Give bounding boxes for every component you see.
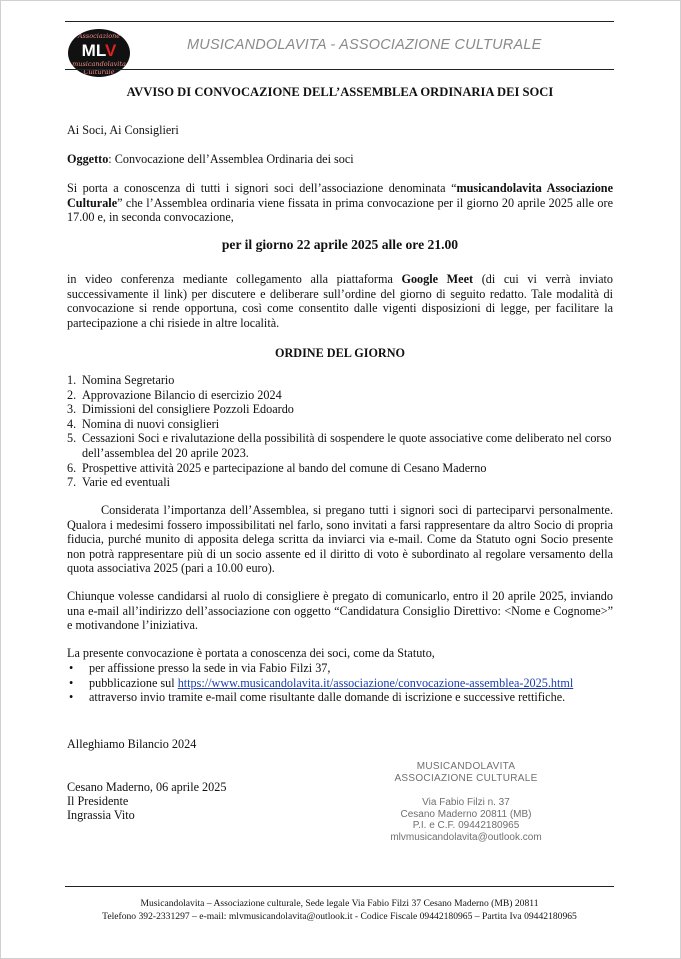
agenda-item: [67, 388, 613, 403]
convocation-link[interactable]: https://www.musicandolavita.it/associazione/convocazione-assemblea-2025.html: [177, 675, 574, 690]
agenda-item: [67, 475, 613, 490]
subject-line: [67, 152, 613, 167]
notice-text: pubblicazione sul: [89, 675, 178, 690]
association-name: musicandolavita Associazione Culturale: [67, 181, 613, 210]
agenda-text: Nomina di nuovi consiglieri: [82, 416, 220, 431]
notice-intro: La presente convocazione è portata a conoscenza dei soci, come da Statuto,: [67, 646, 435, 660]
stamp-spacer: [381, 784, 551, 797]
subject-text: : Convocazione dell’Assemblea Ordinaria dei soci: [108, 152, 354, 166]
signer-name: Ingrassia Vito: [67, 808, 135, 822]
video-text-2: (di cui vi verrà inviato successivamente il link) per discutere e deliberare sull’ordine del giorno di seguito redatto. Tale modalità di convocazione si rende opportuna, così come consentito dalle vigenti disposizioni di legge, per facilitare la partecipazione a chi risiede in altre località.: [67, 272, 613, 330]
agenda-item: [67, 402, 613, 417]
notice-text: per affissione presso la sede in via Fabio Filzi 37,: [89, 661, 331, 675]
logo-mark-l: L: [95, 41, 105, 60]
header-bottom-rule: [65, 69, 614, 70]
header-top-rule: [65, 21, 614, 22]
intro-paragraph: [67, 181, 613, 225]
bullet-icon: •: [69, 675, 74, 690]
agenda-number: 4.: [67, 416, 77, 431]
agenda-number: 5.: [67, 431, 77, 446]
bullet-icon: •: [69, 690, 74, 705]
stamp-line-type: ASSOCIAZIONE CULTURALE: [394, 772, 538, 784]
agenda-text: Nomina Segretario: [82, 373, 175, 387]
stamp-line-address: Via Fabio Filzi n. 37: [422, 797, 510, 808]
notice-text: attraverso invio tramite e-mail come risultante dalle domande di iscrizione e successive rettifiche.: [89, 690, 566, 705]
header-title: MUSICANDOLAVITA - ASSOCIAZIONE CULTURALE: [187, 37, 542, 53]
footer-rule: [65, 886, 614, 887]
footer-line-2: Telefono 392-2331297 – e-mail: mlvmusicandolavita@outlook.it - Codice Fiscale 09442180965 – Partita Iva 09442180965: [102, 911, 577, 922]
participation-paragraph: Considerata l’importanza dell’Assemblea, si pregano tutti i signori soci di parteciparvi personalmente. Qualora i medesimi fossero impossibilitati nel farlo, sono invitati a farsi rappresentare da altro Socio di propria fiducia, purché munito di apposita delega scritta da inviarci via e-mail. Come da Statuto ogni Socio presente non potrà rappresentare più di un socio assente ed il diritto di voto è subordinato al regolare versamento della quota associativa 2025 (pari a 10.00 euro).: [67, 503, 613, 576]
agenda-number: 6.: [67, 460, 77, 475]
document-title: AVVISO DI CONVOCAZIONE DELL’ASSEMBLEA ORDINARIA DEI SOCI: [126, 85, 554, 99]
agenda-text: Varie ed eventuali: [82, 475, 170, 490]
logo-mark: [68, 41, 130, 61]
attachment-note: Alleghiamo Bilancio 2024: [67, 737, 197, 751]
footer-line-1: Musicandolavita – Associazione culturale, Sede legale Via Fabio Filzi 37 Cesano Maderno (MB) 20811: [140, 898, 539, 909]
video-paragraph: [67, 272, 613, 330]
logo-script-bottom: Culturale: [83, 68, 115, 76]
agenda-title: ORDINE DEL GIORNO: [274, 346, 406, 360]
platform-name: Google Meet: [401, 272, 474, 286]
stamp-line-city: Cesano Maderno 20811 (MB): [400, 808, 532, 820]
bullet-icon: •: [69, 661, 74, 675]
stamp-line-name: MUSICANDOLAVITA: [416, 761, 516, 772]
agenda-list: [67, 373, 613, 490]
notice-item: [67, 661, 613, 676]
agenda-number: 1.: [67, 373, 77, 387]
notice-item: [67, 676, 613, 691]
recipients: Ai Soci, Ai Consiglieri: [67, 123, 179, 137]
agenda-item: [67, 431, 613, 460]
agenda-text: Cessazioni Soci e rivalutazione della possibilità di sospendere le quote associative come deliberato nel corso dell’assemblea del 20 aprile 2023.: [82, 431, 612, 460]
agenda-number: 2.: [67, 387, 77, 402]
stamp-line-tax: P.I. e C.F. 09442180965: [412, 820, 520, 831]
agenda-text: Approvazione Bilancio di esercizio 2024: [82, 387, 282, 402]
agenda-item: [67, 373, 613, 388]
intro-text-2: ” che l’Assemblea ordinaria viene fissata in prima convocazione per il giorno 20 aprile 2025 alle ore 17.00 e, in seconda convocazione,: [67, 195, 613, 225]
subject-label: Oggetto: [67, 152, 109, 166]
logo-script-mid: musicandolavita: [72, 60, 126, 68]
agenda-item: [67, 417, 613, 432]
logo-script-top: Associazione: [77, 32, 121, 40]
logo-mark-m: M: [81, 41, 96, 60]
agenda-number: 7.: [67, 475, 77, 490]
second-call-date: per il giorno 22 aprile 2025 alle ore 21.00: [221, 237, 459, 252]
notice-item: [67, 690, 613, 705]
logo-mark-v: V: [104, 41, 117, 60]
candidacy-paragraph: Chiunque volesse candidarsi al ruolo di consigliere è pregato di comunicarlo, entro il 20 aprile 2025, inviando una e-mail all’indirizzo dell’associazione con oggetto “Candidatura Consiglio Direttivo: <Nome e Cognome>” e motivandone l’iniziativa.: [67, 589, 613, 633]
stamp-line-email: mlvmusicandolavita@outlook.com: [390, 831, 542, 843]
intro-text-1: Si porta a conoscenza di tutti i signori soci dell’associazione denominata “: [67, 181, 457, 195]
place-date: Cesano Maderno, 06 aprile 2025: [67, 780, 227, 794]
association-stamp: [381, 761, 551, 843]
notice-list: [67, 661, 613, 705]
agenda-text: Prospettive attività 2025 e partecipazione al bando del comune di Cesano Maderno: [82, 460, 487, 475]
signer-role: Il Presidente: [67, 794, 129, 808]
agenda-text: Dimissioni del consigliere Pozzoli Edoardo: [82, 402, 294, 417]
video-text-1: in video conferenza mediante collegamento alla piattaforma: [67, 272, 402, 286]
agenda-number: 3.: [67, 402, 77, 417]
agenda-item: [67, 461, 613, 476]
